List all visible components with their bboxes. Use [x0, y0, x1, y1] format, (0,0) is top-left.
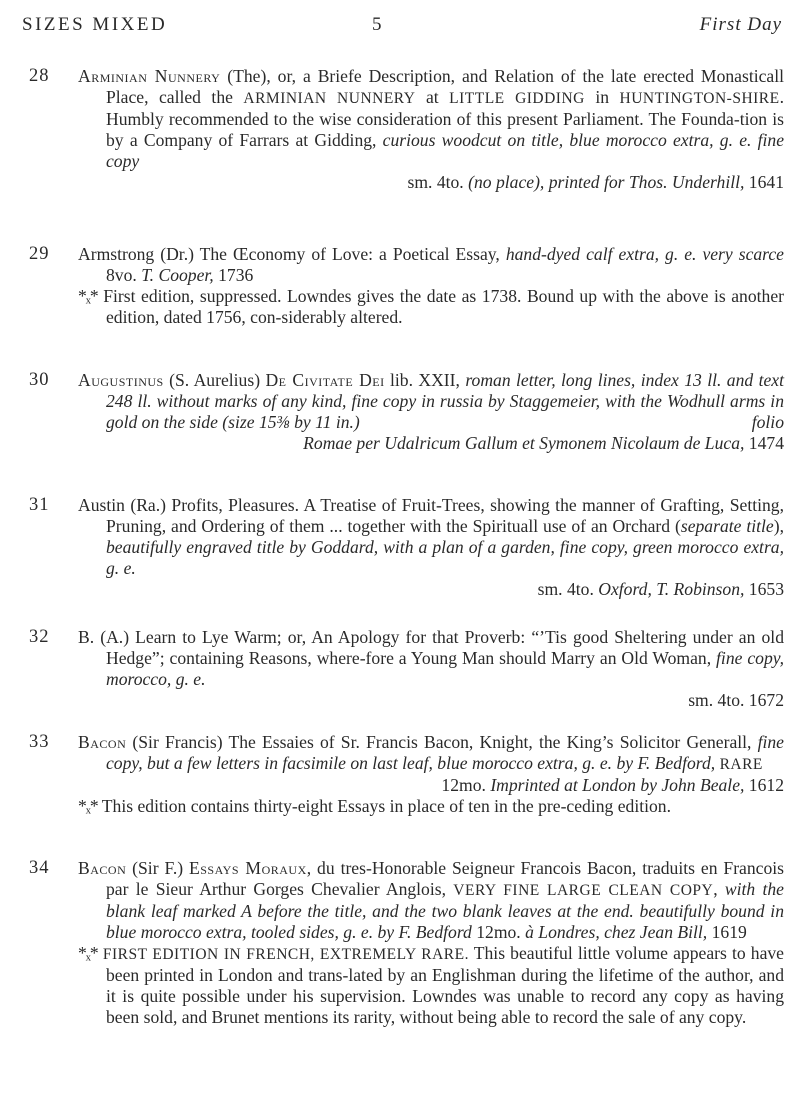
- condition-note: curious woodcut on title, blue morocco extra, g. e. fine copy: [106, 130, 785, 171]
- page-number: 5: [372, 14, 384, 35]
- lot-entry-32: [29, 627, 784, 711]
- title-text: ,: [713, 879, 725, 899]
- title-text: in: [584, 87, 620, 107]
- imprint: [106, 172, 784, 193]
- date: 1641: [744, 172, 784, 192]
- condition-note: beautifully engraved title by Goddard, with a plan of a garden, fine copy, green morocco extra, g. e.: [106, 537, 784, 578]
- imprint: [106, 433, 784, 454]
- publisher: Imprinted at London by John Beale,: [490, 775, 745, 795]
- title-caps: De Civitate Dei: [265, 370, 385, 390]
- date: 1619: [707, 922, 747, 942]
- publisher: Romae per Udalricum Gallum et Symonem Nicolaum de Luca,: [303, 433, 745, 453]
- lot-number: 30: [29, 370, 50, 390]
- lot-description: [78, 495, 784, 600]
- imprint: [106, 690, 784, 711]
- title-text: Austin (Ra.) Profits, Pleasures. A Treatise of Fruit-Trees, showing the manner of Grafting, Setting, Pruning, and Ordering of them ... together with the Spirituall use of an Orchard (: [78, 495, 784, 536]
- title-caps: VERY FINE LARGE CLEAN COPY: [453, 882, 714, 899]
- lot-description: [78, 858, 784, 1028]
- format: sm. 4to.: [688, 690, 745, 710]
- date: 1653: [744, 579, 784, 599]
- lot-description: [78, 370, 784, 454]
- title-text: . Humbly recommended to the wise consideration of this present Parliament. The Founda-tion is by a Company of Farrars at Gidding,: [106, 87, 785, 150]
- date: 1736: [213, 265, 254, 285]
- section-title: SIZES MIXED: [22, 14, 168, 35]
- title-text: Armstrong (Dr.) The Œconomy of Love: a Poetical Essay,: [78, 244, 506, 264]
- author: Bacon: [78, 732, 127, 752]
- title-text: , du tres-Honorable Seigneur Francois Bacon, traduits en Francois par le Sieur Arthur Gorges Chevalier Anglois,: [106, 858, 784, 899]
- imprint: [106, 579, 784, 600]
- publisher: (no place), printed for Thos. Underhill,: [468, 172, 745, 192]
- title-caps: HUNTINGTON-SHIRE: [619, 90, 780, 107]
- condition-note: separate title: [680, 516, 774, 536]
- condition-note: roman letter, long lines, index 13 ll. and text 248 ll. without marks of any kind, fine copy in russia by Staggemeier, with the Wodhull arms in gold on the side (size 15⅜ by 11 in.): [106, 370, 784, 432]
- format: folio: [751, 412, 784, 432]
- title-text: (Sir F.): [126, 858, 190, 878]
- note-text: This beautiful little volume appears to have been printed in London and trans-lated by an Englishman during the lifetime of the author, and it is quite possible under his supervision. Lowndes was unable to record any copy as having been sold, and Brunet mentions its rarity, without being able to record the sale of any copy.: [106, 943, 784, 1027]
- asterism-icon: *ₓ*: [78, 286, 98, 306]
- lot-note: [78, 943, 784, 1028]
- condition-note: hand-dyed calf extra, g. e. very scarce: [505, 244, 784, 264]
- lot-entry-29: [29, 244, 784, 328]
- format: 12mo.: [441, 775, 486, 795]
- format: sm. 4to.: [407, 172, 464, 192]
- publisher: à Londres, chez Jean Bill,: [525, 922, 708, 942]
- date: 1474: [744, 433, 784, 453]
- title-caps: LITTLE GIDDING: [449, 90, 585, 107]
- lot-description: [78, 244, 784, 328]
- running-head: [22, 14, 782, 38]
- lot-entry-30: [29, 370, 784, 454]
- lot-number: 34: [29, 858, 50, 878]
- format: 8vo.: [106, 265, 137, 285]
- lot-description: [78, 66, 784, 193]
- asterism-icon: *ₓ*: [78, 796, 98, 816]
- lot-note: [78, 796, 784, 817]
- lot-description: [78, 627, 784, 711]
- lot-note: [78, 286, 784, 328]
- lot-entry-34: [29, 858, 784, 1028]
- title-text: lib. XXII,: [384, 370, 466, 390]
- imprint: [106, 775, 784, 796]
- format: 12mo.: [476, 922, 521, 942]
- title-text: B. (A.) Learn to Lye Warm; or, An Apology for that Proverb: “’Tis good Sheltering under an old Hedge”; containing Reasons, where-fore a Young Man should Marry an Old Woman,: [78, 627, 784, 668]
- author: Bacon: [78, 858, 127, 878]
- title-text: at: [415, 87, 450, 107]
- lot-entry-33: [29, 732, 784, 817]
- author: Arminian Nunnery: [78, 66, 221, 86]
- lot-number: 33: [29, 732, 50, 752]
- title-text: (The), or, a Briefe Description, and Relation of the late erected Monasticall Place, called the: [106, 66, 784, 107]
- condition-note: with the blank leaf marked A before the title, and the two blank leaves at the end. beautifully bound in blue morocco extra, tooled sides, g. e. by F. Bedford: [106, 879, 784, 942]
- lot-number: 32: [29, 627, 50, 647]
- condition-note: fine copy, but a few letters in facsimile on last leaf, blue morocco extra, g. e. by F. Bedford,: [106, 732, 784, 773]
- day-label: First Day: [699, 14, 782, 35]
- lot-description: [78, 732, 784, 817]
- title-text: ),: [773, 516, 784, 536]
- publisher: T. Cooper,: [141, 265, 214, 285]
- lot-number: 28: [29, 66, 50, 86]
- lot-entry-28: [29, 66, 784, 193]
- title-text: (S. Aurelius): [163, 370, 266, 390]
- title-caps: Essays Moraux: [189, 858, 307, 878]
- date: 1672: [744, 690, 784, 710]
- author: Augustinus: [78, 370, 164, 390]
- lot-number: 29: [29, 244, 50, 264]
- rarity-note: RARE: [719, 756, 763, 773]
- note-text: First edition, suppressed. Lowndes gives the date as 1738. Bound up with the above is another edition, dated 1756, con-siderably altered.: [97, 286, 784, 327]
- asterism-icon: *ₓ*: [78, 943, 98, 963]
- lot-entry-31: [29, 495, 784, 600]
- title-caps: ARMINIAN NUNNERY: [243, 90, 416, 107]
- lot-number: 31: [29, 495, 50, 515]
- condition-note: fine copy, morocco, g. e.: [106, 648, 784, 689]
- note-text: This edition contains thirty-eight Essays in place of ten in the pre-ceding edition.: [97, 796, 671, 816]
- date: 1612: [744, 775, 784, 795]
- note-caps: FIRST EDITION IN FRENCH, EXTREMELY RARE.: [102, 946, 469, 963]
- format: sm. 4to.: [537, 579, 594, 599]
- publisher: Oxford, T. Robinson,: [598, 579, 745, 599]
- title-text: (Sir Francis) The Essaies of Sr. Francis Bacon, Knight, the King’s Solicitor Generall,: [126, 732, 758, 752]
